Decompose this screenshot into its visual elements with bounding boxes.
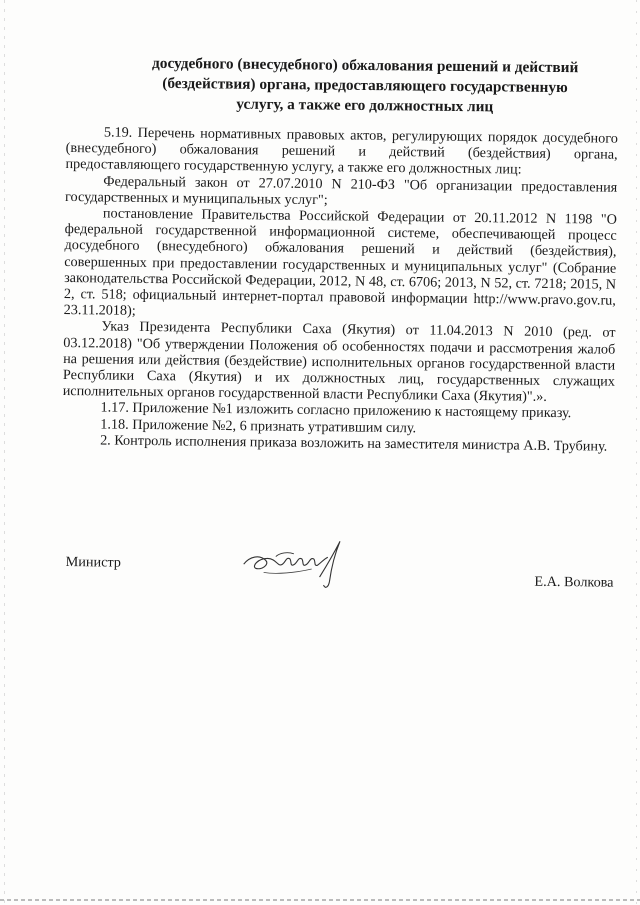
paragraph-government-decree: постановление Правительства Российской Федерации от 20.11.2012 N 1198 "О федеральной государственной информационной системе, обеспечивающей процесс досудебного (внесудебного) обжалования решений и действий (бездействия), совершенных при предоставлении государственных и муниципальных услуг" (Собрание законодательства Российской Федерации, 2012, N 48, ст. 6706; 2013, N 52, ст. 7218; 2015, N 2, ст. 518; официальный интернет-портал правовой информации http://www.pravo.gov.ru, 23.11.2018); [63, 205, 617, 320]
paragraph-1-17: 1.17. Приложение №1 изложить согласно приложению к настоящему приказу. [100, 399, 572, 422]
scan-edge-left [4, 0, 5, 905]
paragraph-presidential-decree: Указ Президента Республики Саха (Якутия) от 11.04.2013 N 2010 (ред. от 03.12.2018) "Об утверждении Положения об особенностях подачи и рассмотрения жалоб на решения или действия (бездействие) исполнительных органов государственной власти Республики Саха (Якутия) и их должностных лиц, государственных служащих исполнительных органов государственной власти Республики Саха (Якутия)".». [62, 318, 616, 406]
document-body [62, 124, 618, 455]
handwritten-signature [235, 534, 356, 595]
paragraph-5-19: 5.19. Перечень нормативных правовых актов, регулирующих порядок досудебного (внесудебного) обжалования решений и действий (бездействия) органа, предоставляющего государственную услугу, а также его должностных лиц: [65, 124, 618, 178]
scan-edge-right [636, 0, 637, 905]
paragraph-1-18: 1.18. Приложение №2, 6 признать утратившим силу. [100, 416, 417, 436]
paragraph-2-control: 2. Контроль исполнения приказа возложить на заместителя министра А.В. Трубину. [100, 432, 608, 455]
paragraph-federal-law: Федеральный закон от 27.07.2010 N 210-ФЗ "Об организации предоставления государственных и муниципальных услуг"; [65, 173, 618, 209]
signatory-title: Министр [65, 553, 121, 571]
section-heading [140, 54, 591, 119]
scan-edge-bottom [0, 899, 640, 901]
heading-line-2: (бездействия) органа, предоставляющего государственную [162, 74, 568, 97]
heading-line-1: досудебного (внесудебного) обжалования решений и действий [152, 54, 579, 77]
signature-block [65, 540, 614, 597]
heading-line-3: услугу, а также его должностных лиц [236, 95, 494, 116]
signatory-name: Е.А. Волкова [534, 573, 614, 591]
